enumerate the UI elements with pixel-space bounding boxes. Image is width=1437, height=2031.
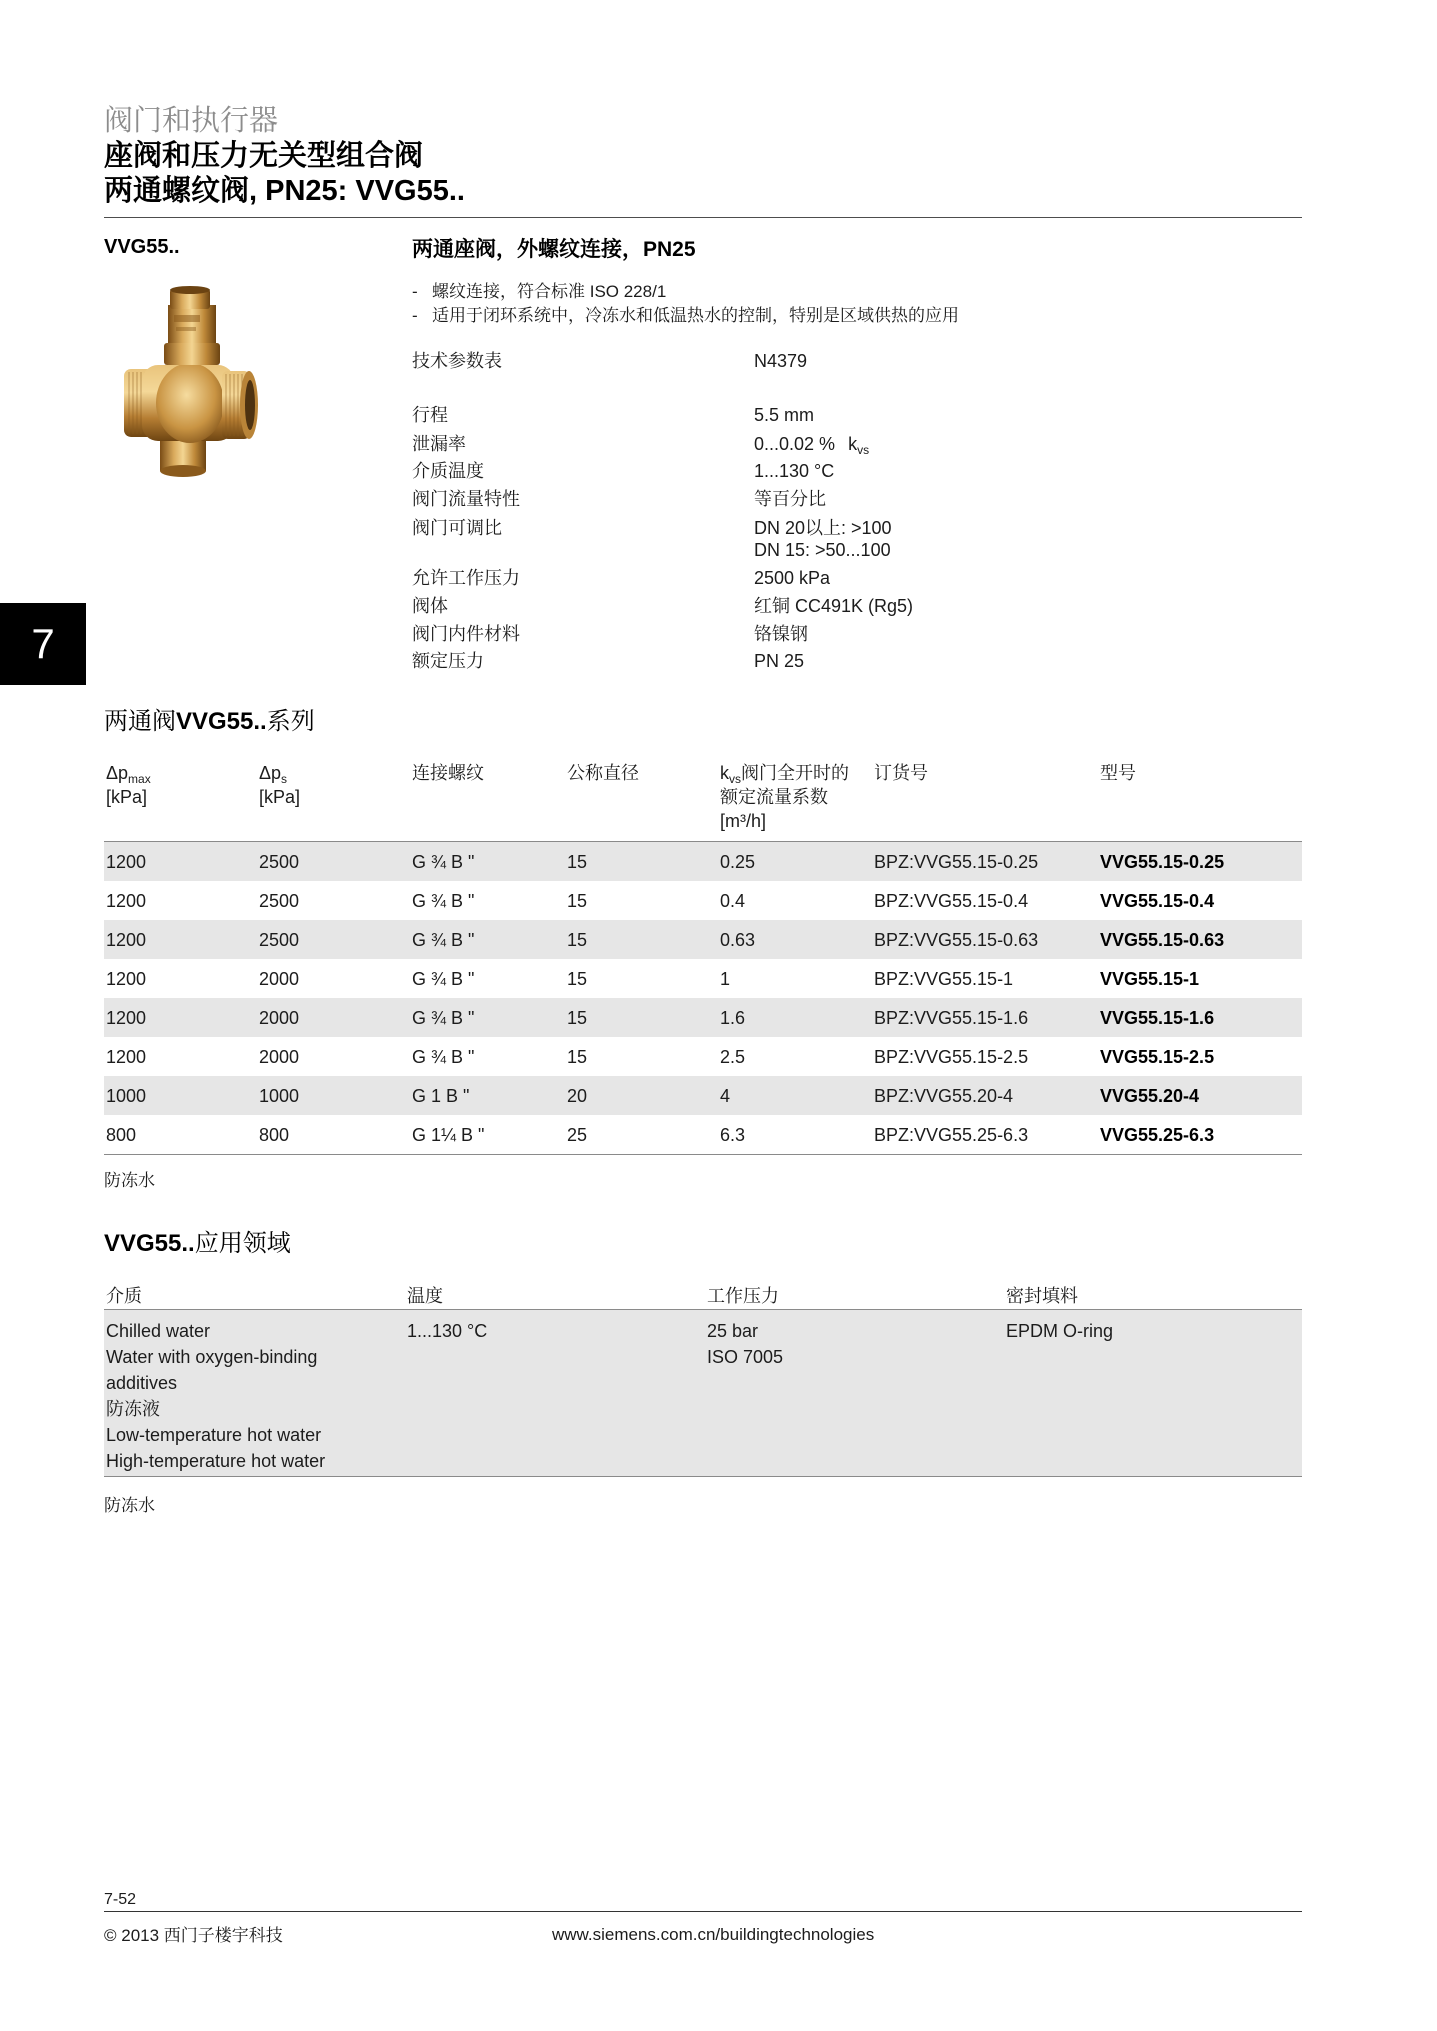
spec-value: PN 25 — [754, 651, 805, 671]
cell-type: VVG55.15-0.4 — [1100, 890, 1215, 911]
cell-dp-max: 1200 — [106, 929, 147, 950]
kvs-subscript: vs — [729, 772, 741, 786]
cell-dn: 20 — [567, 1085, 588, 1106]
cell-kvs: 2.5 — [720, 1046, 746, 1067]
cell-order-no: BPZ:VVG55.15-2.5 — [874, 1046, 1029, 1067]
col-header-dp-max — [104, 761, 257, 833]
cell-type: VVG55.15-2.5 — [1100, 1046, 1215, 1067]
valve-cap — [170, 286, 210, 309]
spec-label: 阀门可调比 — [412, 518, 502, 538]
spec-label: 阀体 — [412, 596, 448, 616]
cell-dp-s: 2000 — [259, 1046, 300, 1067]
pressure-line: ISO 7005 — [707, 1347, 784, 1367]
cell-type: VVG55.20-4 — [1100, 1085, 1200, 1106]
valve-body-boss — [156, 363, 224, 443]
cell-dp-s: 2500 — [259, 929, 300, 950]
cell-dp-s: 2000 — [259, 968, 300, 989]
series-title-model: VVG55.. — [176, 708, 267, 735]
col-header-pressure: 工作压力 — [707, 1286, 779, 1306]
spec-label: 技术参数表 — [412, 351, 502, 371]
spec-value: 1...130 °C — [754, 461, 835, 481]
kvs-symbol: k — [720, 763, 729, 783]
valve-stem-body — [168, 305, 216, 347]
cell-order-no: BPZ:VVG55.15-1 — [874, 968, 1014, 989]
dp-symbol: Δp — [106, 763, 129, 783]
col-header-symbol — [106, 761, 257, 785]
cell-dp-s: 1000 — [259, 1085, 300, 1106]
bullet-marker: - — [412, 306, 418, 325]
cell-type: VVG55.15-0.63 — [1100, 929, 1225, 950]
spec-value: N4379 — [754, 351, 808, 371]
cell-connection: G ¾ B " — [412, 890, 475, 911]
cell-dp-max: 1200 — [106, 1007, 147, 1028]
feature-bullet — [412, 304, 959, 328]
spec-value: 红铜 CC491K (Rg5) — [754, 596, 914, 616]
table-row — [104, 1115, 1302, 1154]
page-subtitle: 两通螺纹阀, PN25: VVG55.. — [104, 175, 465, 207]
table-row — [104, 998, 1302, 1037]
product-model: VVG55.. — [104, 236, 180, 258]
cell-type: VVG55.15-1 — [1100, 968, 1200, 989]
table-row — [104, 842, 1302, 881]
table-row — [104, 1037, 1302, 1076]
col-header-kvs-line1 — [720, 761, 872, 785]
cell-order-no: BPZ:VVG55.15-1.6 — [874, 1007, 1029, 1028]
applications-table-body — [104, 1310, 1302, 1477]
table-row — [104, 1076, 1302, 1115]
series-table-body — [104, 841, 1302, 1155]
col-header-symbol — [259, 761, 410, 785]
cell-kvs: 1 — [720, 968, 731, 989]
bullet-text: 螺纹连接，符合标准 ISO 228/1 — [432, 282, 667, 301]
kvs-label: 阀门全开时的 — [741, 763, 849, 783]
spec-label: 泄漏率 — [412, 434, 466, 454]
medium-item: Low-temperature hot water — [106, 1425, 322, 1445]
dp-subscript: s — [281, 772, 288, 786]
spec-label: 阀门内件材料 — [412, 624, 520, 644]
cell-media — [104, 1318, 405, 1476]
kvs-subscript: vs — [857, 443, 870, 457]
cell-connection: G ¾ B " — [412, 1007, 475, 1028]
cell-connection: G ¾ B " — [412, 968, 475, 989]
valve-cap-top — [170, 286, 210, 294]
valve-right-port-opening — [245, 380, 255, 430]
spec-value: 2500 kPa — [754, 568, 831, 588]
col-header-order-no: 订货号 — [874, 763, 928, 783]
cell-dp-s: 2500 — [259, 890, 300, 911]
spec-value-line: DN 20以上: >100 — [754, 518, 892, 538]
cell-kvs: 6.3 — [720, 1124, 746, 1145]
col-header-unit: [m³/h] — [720, 811, 767, 831]
series-note: 防冻水 — [104, 1171, 155, 1190]
spec-value: 铬镍钢 — [754, 624, 808, 644]
valve-body — [142, 363, 234, 443]
cell-kvs: 0.25 — [720, 851, 756, 872]
col-header-kvs — [718, 761, 872, 833]
spec-value: 等百分比 — [754, 489, 826, 509]
kvs-symbol: k — [848, 434, 858, 454]
feature-bullet — [412, 280, 666, 304]
table-row — [104, 959, 1302, 998]
product-photo — [118, 285, 263, 480]
cell-connection: G ¾ B " — [412, 1046, 475, 1067]
col-header-unit: [kPa] — [259, 787, 301, 807]
header-divider — [104, 217, 1302, 218]
dp-symbol: Δp — [259, 763, 282, 783]
footer-divider — [104, 1911, 1302, 1912]
cell-type: VVG55.25-6.3 — [1100, 1124, 1215, 1145]
cell-order-no: BPZ:VVG55.25-6.3 — [874, 1124, 1029, 1145]
cell-pressure — [705, 1318, 1004, 1476]
pressure-line: 25 bar — [707, 1321, 759, 1341]
cell-type: VVG55.15-1.6 — [1100, 1007, 1215, 1028]
spec-value — [754, 517, 892, 561]
valve-bottom-port-end — [160, 465, 206, 477]
spec-label: 额定压力 — [412, 651, 484, 671]
medium-item: Chilled water — [106, 1321, 211, 1341]
col-header-connection: 连接螺纹 — [412, 763, 484, 783]
cell-order-no: BPZ:VVG55.15-0.4 — [874, 890, 1029, 911]
col-header-type: 型号 — [1100, 763, 1136, 783]
col-header-seal: 密封填料 — [1006, 1286, 1078, 1306]
spec-value: 5.5 mm — [754, 405, 815, 425]
col-header-unit: [kPa] — [106, 787, 148, 807]
category-title: 阀门和执行器 — [104, 105, 279, 137]
cell-dn: 25 — [567, 1124, 588, 1145]
col-header-kvs-line2: 额定流量系数 — [720, 787, 828, 807]
cell-temperature: 1...130 °C — [407, 1321, 488, 1341]
cell-dn: 15 — [567, 968, 588, 989]
applications-title-suffix: 应用领域 — [194, 1230, 291, 1257]
spec-label: 介质温度 — [412, 461, 484, 481]
valve-stem-marking — [174, 315, 200, 322]
cell-dn: 15 — [567, 1007, 588, 1028]
dp-subscript: max — [128, 772, 151, 786]
series-title-prefix: 两通阀 — [104, 708, 176, 735]
cell-dp-max: 1200 — [106, 851, 147, 872]
series-table-header — [104, 761, 1302, 833]
cell-kvs: 4 — [720, 1085, 731, 1106]
col-header-temperature: 温度 — [407, 1286, 443, 1306]
cell-kvs: 1.6 — [720, 1007, 746, 1028]
cell-order-no: BPZ:VVG55.15-0.25 — [874, 851, 1039, 872]
cell-connection: G ¾ B " — [412, 929, 475, 950]
series-title-suffix: 系列 — [266, 708, 315, 735]
cell-seal: EPDM O-ring — [1006, 1321, 1114, 1341]
table-row — [104, 920, 1302, 959]
applications-table-header — [104, 1283, 1302, 1310]
copyright: © 2013 西门子楼宇科技 — [104, 1926, 283, 1945]
table-row — [104, 881, 1302, 920]
product-heading: 两通座阀，外螺纹连接，PN25 — [412, 238, 696, 261]
footer-url: www.siemens.com.cn/buildingtechnologies — [552, 1925, 875, 1944]
page-title: 座阀和压力无关型组合阀 — [104, 140, 424, 172]
cell-type: VVG55.15-0.25 — [1100, 851, 1225, 872]
cell-kvs: 0.4 — [720, 890, 746, 911]
spec-value-line: DN 15: >50...100 — [754, 540, 891, 560]
valve-stem — [164, 305, 220, 365]
cell-dp-max: 1200 — [106, 1046, 147, 1067]
series-title — [104, 707, 315, 737]
spec-value-text: 0...0.02 % — [754, 434, 836, 454]
bullet-text: 适用于闭环系统中，冷冻水和低温热水的控制，特别是区域供热的应用 — [432, 306, 959, 325]
cell-dn: 15 — [567, 851, 588, 872]
spec-value — [754, 431, 869, 457]
spec-label: 行程 — [412, 405, 448, 425]
page-number: 7-52 — [104, 1891, 137, 1908]
cell-dp-max: 1000 — [106, 1085, 147, 1106]
medium-item: High-temperature hot water — [106, 1451, 326, 1471]
medium-item: Water with oxygen-binding additives — [106, 1347, 318, 1393]
cell-connection: G 1 B " — [412, 1085, 470, 1106]
cell-dp-max: 800 — [106, 1124, 137, 1145]
chapter-tab: 7 — [0, 603, 86, 685]
medium-item: 防冻液 — [106, 1399, 160, 1419]
valve-right-port — [222, 371, 258, 439]
cell-dp-s: 2500 — [259, 851, 300, 872]
cell-dp-s: 800 — [259, 1124, 290, 1145]
cell-kvs: 0.63 — [720, 929, 756, 950]
col-header-medium: 介质 — [106, 1286, 142, 1306]
spec-label: 阀门流量特性 — [412, 489, 520, 509]
cell-connection: G 1¼ B " — [412, 1124, 485, 1145]
cell-dp-s: 2000 — [259, 1007, 300, 1028]
col-header-dp-s — [257, 761, 410, 833]
valve-stem-marking — [176, 327, 196, 331]
cell-dn: 15 — [567, 890, 588, 911]
col-header-dn: 公称直径 — [567, 763, 639, 783]
cell-order-no: BPZ:VVG55.20-4 — [874, 1085, 1014, 1106]
cell-dn: 15 — [567, 1046, 588, 1067]
cell-dn: 15 — [567, 929, 588, 950]
cell-order-no: BPZ:VVG55.15-0.63 — [874, 929, 1039, 950]
spec-label: 允许工作压力 — [412, 568, 520, 588]
bullet-marker: - — [412, 282, 418, 301]
cell-dp-max: 1200 — [106, 968, 147, 989]
cell-connection: G ¾ B " — [412, 851, 475, 872]
applications-title-model: VVG55.. — [104, 1230, 195, 1257]
applications-note: 防冻水 — [104, 1496, 155, 1515]
valve-stem-collar — [164, 343, 220, 365]
cell-dp-max: 1200 — [106, 890, 147, 911]
applications-title — [104, 1229, 291, 1259]
